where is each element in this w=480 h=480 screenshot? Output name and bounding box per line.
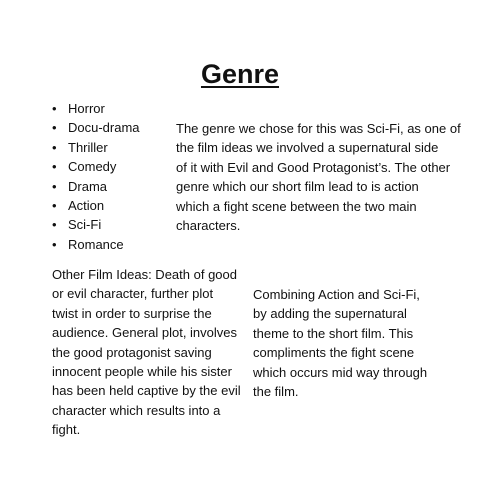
other-ideas-line: character which results into a	[52, 402, 221, 418]
other-ideas-line: fight.	[52, 422, 81, 438]
genre-label: Action	[68, 198, 105, 214]
bullet-icon: •	[52, 159, 57, 175]
bullet-icon: •	[52, 178, 57, 194]
other-film-ideas	[52, 265, 241, 440]
bullet-icon: •	[52, 139, 57, 155]
description-line: of it with Evil and Good Protagonist’s. The other	[176, 159, 451, 175]
combining-line: by adding the supernatural	[253, 306, 407, 322]
genre-item	[52, 157, 140, 176]
genre-item	[52, 118, 140, 137]
bullet-icon: •	[52, 101, 57, 116]
genre-list	[52, 99, 140, 254]
bullet-icon: •	[52, 198, 57, 214]
genre-label: Docu-drama	[68, 120, 140, 136]
genre-label: Romance	[68, 236, 124, 252]
description-line: the film ideas we involved a supernatural side	[176, 140, 439, 156]
genre-label: Drama	[68, 178, 108, 194]
genre-item	[52, 99, 140, 118]
other-ideas-line: twist in order to surprise the	[52, 305, 212, 321]
genre-item	[52, 138, 140, 157]
slide-title: Genre	[200, 59, 280, 89]
genre-label: Thriller	[68, 139, 108, 155]
genre-item	[52, 196, 140, 215]
bullet-icon: •	[52, 217, 57, 233]
other-ideas-line: innocent people while his sister	[52, 364, 232, 380]
genre-label: Comedy	[68, 159, 117, 175]
description-line: characters.	[176, 218, 241, 234]
other-ideas-line: has been held captive by the evil	[52, 383, 241, 399]
combining-line: Combining Action and Sci-Fi,	[253, 287, 420, 302]
genre-item	[52, 215, 140, 234]
other-ideas-line: or evil character, further plot	[52, 286, 214, 302]
description-line: which a fight scene between the two main	[176, 198, 417, 214]
other-ideas-line: Other Film Ideas: Death of good	[52, 267, 237, 282]
description-line: The genre we chose for this was Sci-Fi, as one of	[176, 121, 461, 136]
genre-item	[52, 177, 140, 196]
combining-line: the film.	[253, 384, 299, 400]
other-ideas-line: audience. General plot, involves	[52, 325, 238, 341]
genre-description	[176, 119, 461, 235]
combining-line: compliments the fight scene	[253, 345, 415, 361]
combining-genres-note	[253, 285, 427, 401]
genre-item	[52, 235, 140, 254]
description-line: genre which our short film lead to is action	[176, 179, 419, 195]
combining-line: theme to the short film. This	[253, 325, 414, 341]
genre-label: Horror	[68, 101, 105, 116]
bullet-icon: •	[52, 236, 57, 252]
other-ideas-line: the good protagonist saving	[52, 344, 212, 360]
genre-label: Sci-Fi	[68, 217, 102, 233]
combining-line: which occurs mid way through	[253, 364, 428, 380]
bullet-icon: •	[52, 120, 57, 136]
